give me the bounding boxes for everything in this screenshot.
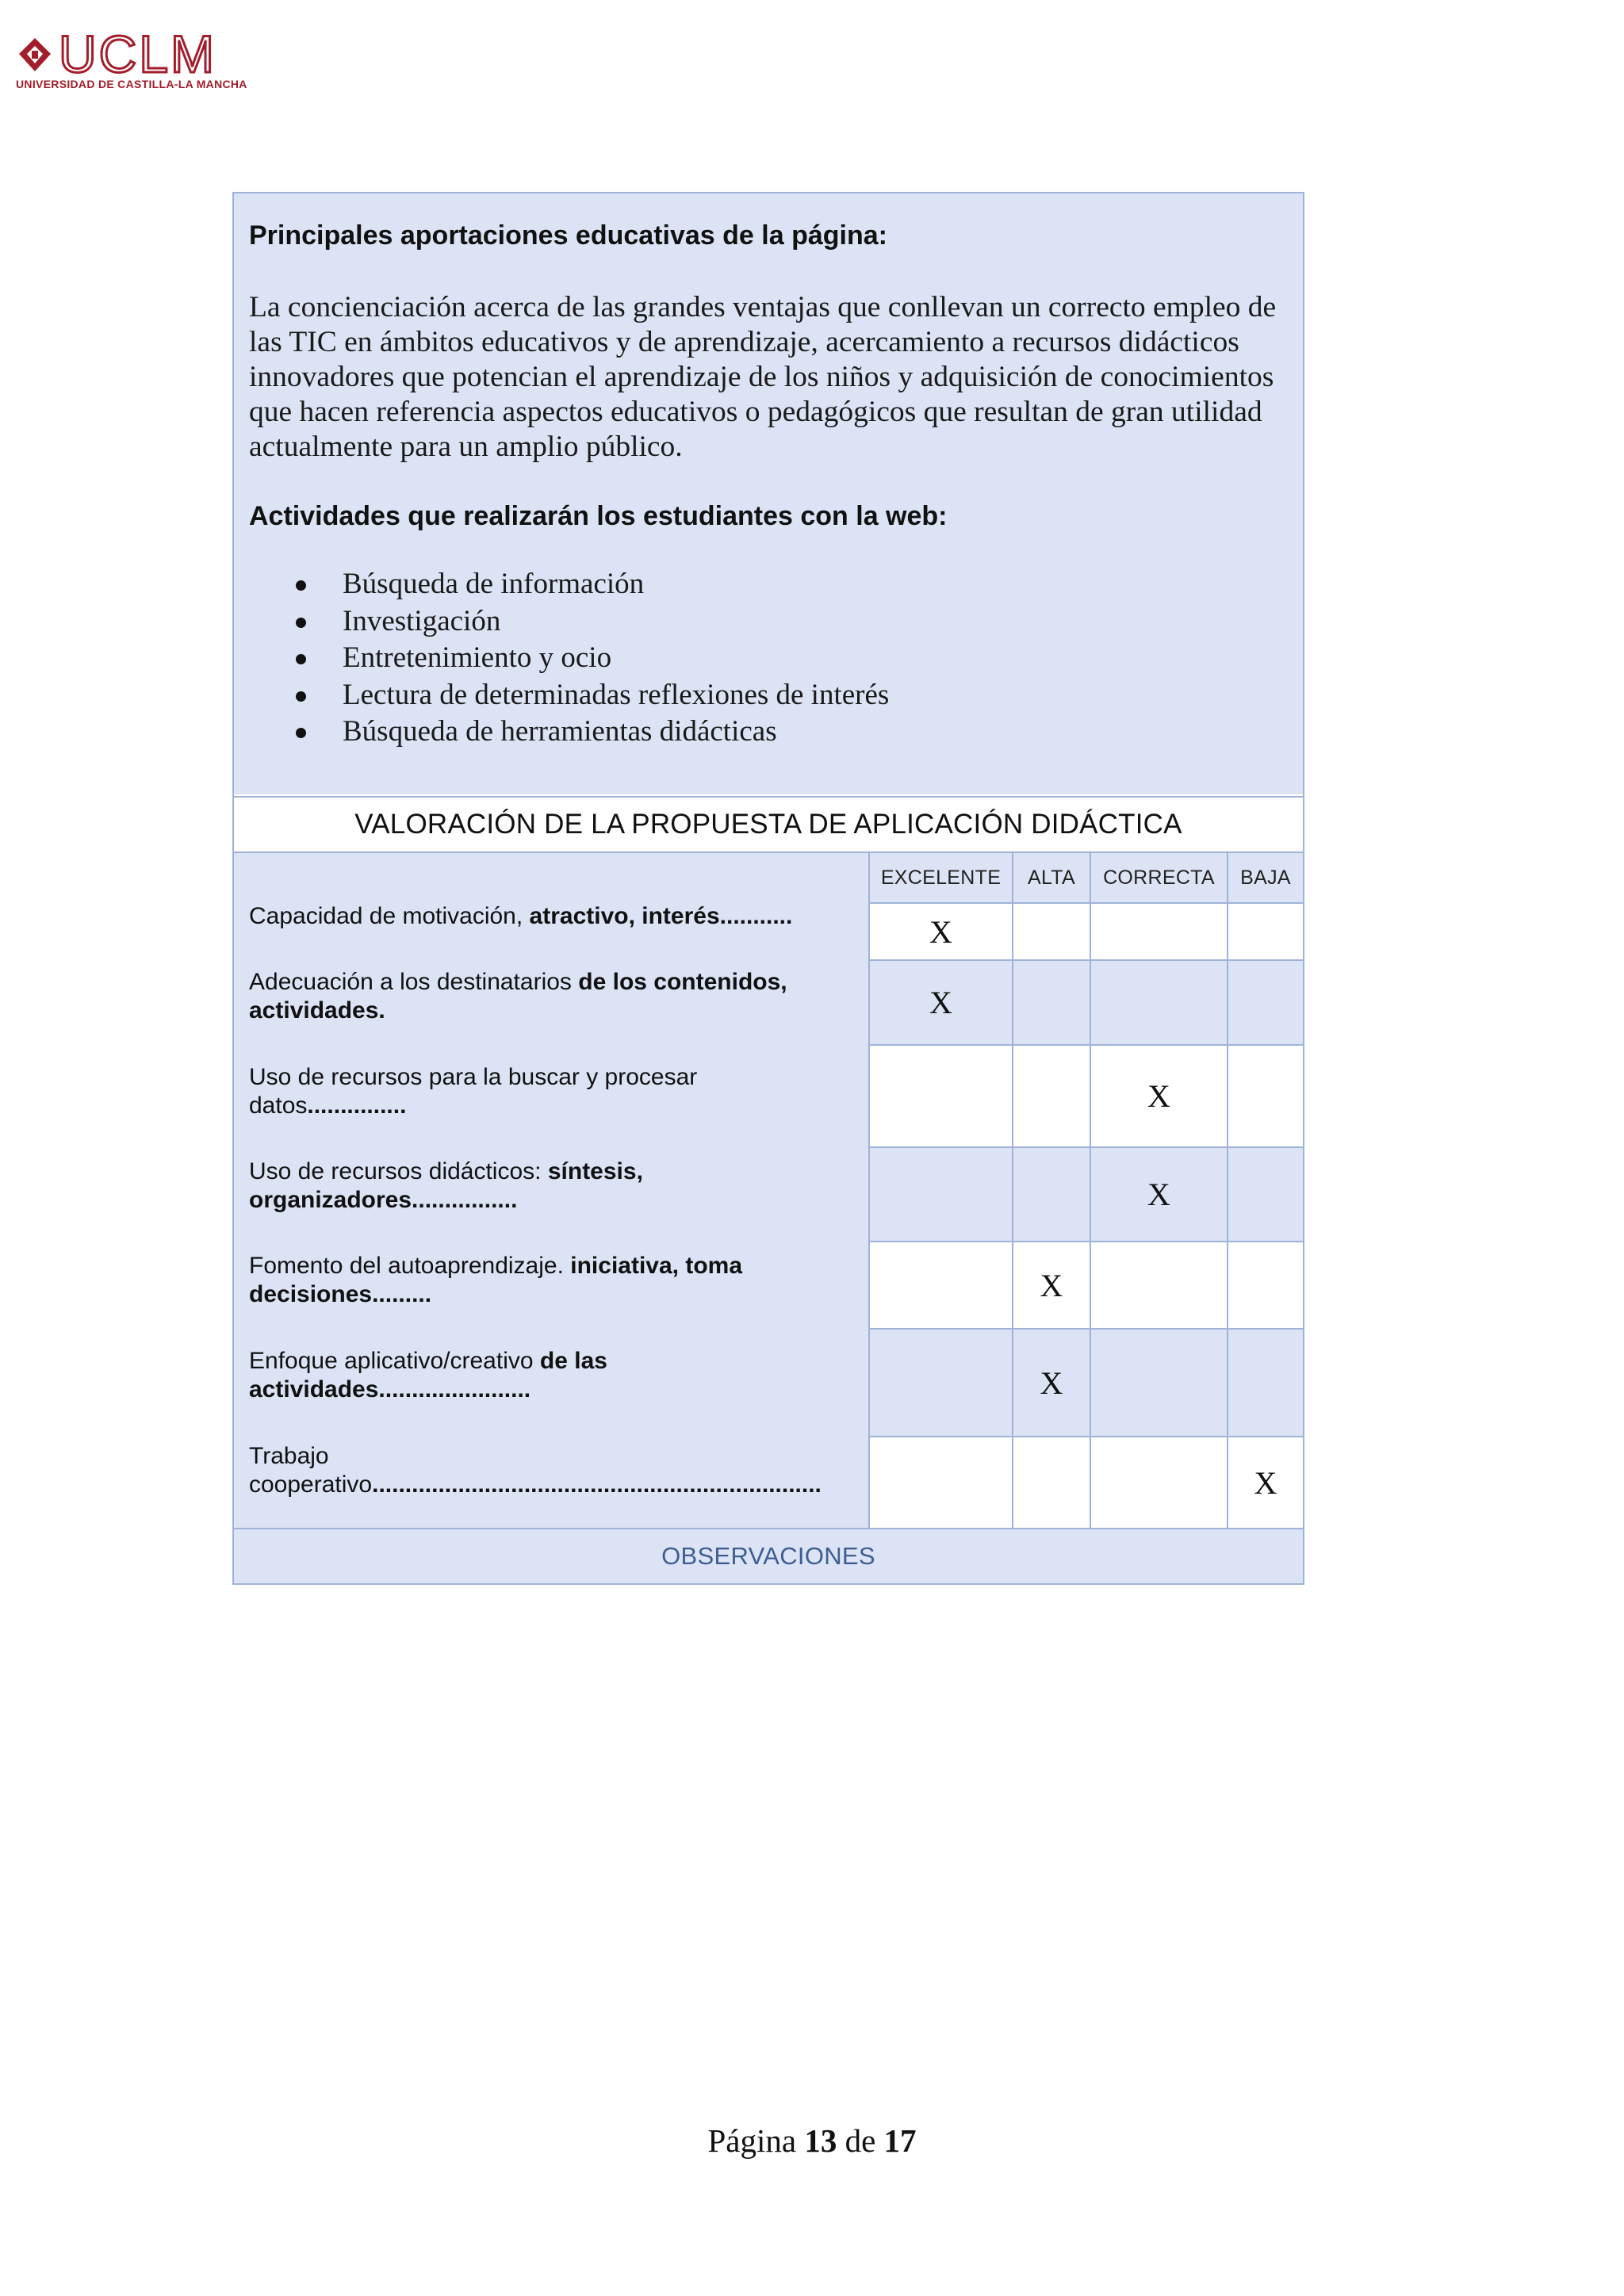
criterion-text: datos <box>249 1093 308 1119</box>
page-of: de <box>845 2122 876 2159</box>
rating-mark: X <box>929 913 952 950</box>
criterion-text-bold: de los contenidos, <box>578 969 787 995</box>
rating-cell-baja <box>1227 1328 1303 1436</box>
rating-cell-correcta <box>1090 1436 1227 1528</box>
criterion-text: Fomento del autoaprendizaje. <box>249 1253 571 1279</box>
rating-mark: X <box>1147 1177 1170 1212</box>
criterion-text: Adecuación a los destinatarios <box>249 969 579 995</box>
contributions-heading: Principales aportaciones educativas de la página: <box>249 220 887 251</box>
rating-cell-baja <box>1227 1436 1303 1528</box>
rating-cell-correcta <box>1090 1146 1227 1241</box>
criterion-recursos-buscar <box>249 1063 697 1120</box>
criterion-text-bold: síntesis, <box>547 1158 643 1184</box>
rating-cell-excelente <box>868 1241 1012 1328</box>
criterion-text-bold: iniciativa, toma <box>570 1253 743 1279</box>
rating-cell-alta <box>1012 1328 1090 1436</box>
rating-cell-correcta <box>1090 1328 1227 1436</box>
rating-cell-correcta <box>1090 1044 1227 1146</box>
rating-grid <box>868 853 1303 1528</box>
rating-cell-alta <box>1012 1241 1090 1328</box>
criterion-adecuacion <box>249 968 787 1025</box>
criterion-text-bold: organizadores................ <box>249 1187 518 1213</box>
rating-cell-alta <box>1012 1436 1090 1528</box>
rating-cell-correcta <box>1090 959 1227 1044</box>
rating-cell-alta <box>1012 902 1090 959</box>
rating-cell-excelente <box>868 1146 1012 1241</box>
criterion-text-bold: ............... <box>307 1093 407 1119</box>
column-header-baja: BAJA <box>1227 853 1303 902</box>
activities-heading: Actividades que realizarán los estudiantes con la web: <box>249 501 948 531</box>
list-item: Búsqueda de información <box>296 566 889 603</box>
rating-cell-baja <box>1227 1241 1303 1328</box>
uclm-logo <box>16 25 254 94</box>
criterion-text: Uso de recursos para la buscar y procesar <box>249 1064 698 1090</box>
list-item: Entretenimiento y ocio <box>296 640 889 677</box>
contributions-text: La concienciación acerca de las grandes ventajas que conllevan un correcto empleo de las TIC en ámbitos educativos y de aprendizaje, acercamiento a recursos didácticos innovadores que potencian el aprendizaje de los niños y adquisición de conocimientos que hacen referencia aspectos educativos o pedagógicos que resultan de gran utilidad actualmente para un amplio público. <box>249 291 1277 463</box>
rating-cell-alta <box>1012 959 1090 1044</box>
criterion-text: Enfoque aplicativo/creativo <box>249 1348 540 1374</box>
criterion-text-bold: de las <box>539 1348 607 1374</box>
evaluation-form <box>232 192 1304 1585</box>
rating-cell-excelente <box>868 959 1012 1044</box>
rating-cell-baja <box>1227 959 1303 1044</box>
rating-cell-baja <box>1227 1044 1303 1146</box>
rating-cell-baja <box>1227 902 1303 959</box>
criterion-autoaprendizaje <box>249 1252 742 1309</box>
criterion-text: Capacidad de motivación, <box>249 903 530 929</box>
rating-cell-excelente <box>868 1044 1012 1146</box>
criterion-text-bold: decisiones......... <box>249 1281 432 1307</box>
rating-mark: X <box>929 985 952 1020</box>
rating-mark: X <box>1040 1267 1063 1303</box>
page-total: 17 <box>883 2122 917 2159</box>
rating-cell-correcta <box>1090 902 1227 959</box>
criterion-text: Uso de recursos didácticos: <box>249 1158 548 1184</box>
rating-mark: X <box>1040 1364 1063 1401</box>
criterion-motivacion <box>249 902 792 931</box>
criterion-text-bold: actividades. <box>249 997 385 1024</box>
rating-cell-correcta <box>1090 1241 1227 1328</box>
rating-cell-baja <box>1227 1146 1303 1241</box>
page-number <box>0 2122 1624 2160</box>
criterion-text-bold: actividades....................... <box>249 1376 531 1402</box>
list-item: Lectura de determinadas reflexiones de interés <box>296 677 889 714</box>
logo-subtitle: UNIVERSIDAD DE CASTILLA-LA MANCHA <box>16 78 247 90</box>
criterion-enfoque <box>249 1347 607 1404</box>
rating-mark: X <box>1147 1078 1170 1114</box>
rating-cell-alta <box>1012 1044 1090 1146</box>
logo-wordmark: UCLM <box>59 25 217 83</box>
valoracion-title: VALORACIÓN DE LA PROPUESTA DE APLICACIÓN DIDÁCTICA <box>234 796 1303 853</box>
column-header-correcta: CORRECTA <box>1090 853 1227 902</box>
criterion-text: cooperativo <box>249 1471 373 1498</box>
list-item: Búsqueda de herramientas didácticas <box>296 714 889 751</box>
observaciones-label: OBSERVACIONES <box>234 1528 1303 1583</box>
criterion-recursos-didacticos <box>249 1158 643 1215</box>
rating-cell-excelente <box>868 902 1012 959</box>
criteria-column <box>234 853 868 1528</box>
activities-list <box>296 566 889 751</box>
rating-cell-alta <box>1012 1146 1090 1241</box>
page-word: Página <box>707 2122 797 2159</box>
criterion-text-bold: atractivo, interés........... <box>529 903 793 929</box>
rating-cell-excelente <box>868 1328 1012 1436</box>
criterion-text-bold: .................................................................... <box>372 1471 822 1498</box>
criterion-text: Trabajo <box>249 1443 329 1469</box>
column-header-excelente: EXCELENTE <box>868 853 1012 902</box>
rating-mark: X <box>1254 1464 1277 1501</box>
column-header-alta: ALTA <box>1012 853 1090 902</box>
list-item: Investigación <box>296 603 889 641</box>
page-current: 13 <box>804 2122 837 2159</box>
criterion-cooperativo <box>249 1442 822 1499</box>
description-block <box>234 193 1303 794</box>
uclm-emblem-icon <box>16 36 54 75</box>
rating-cell-excelente <box>868 1436 1012 1528</box>
